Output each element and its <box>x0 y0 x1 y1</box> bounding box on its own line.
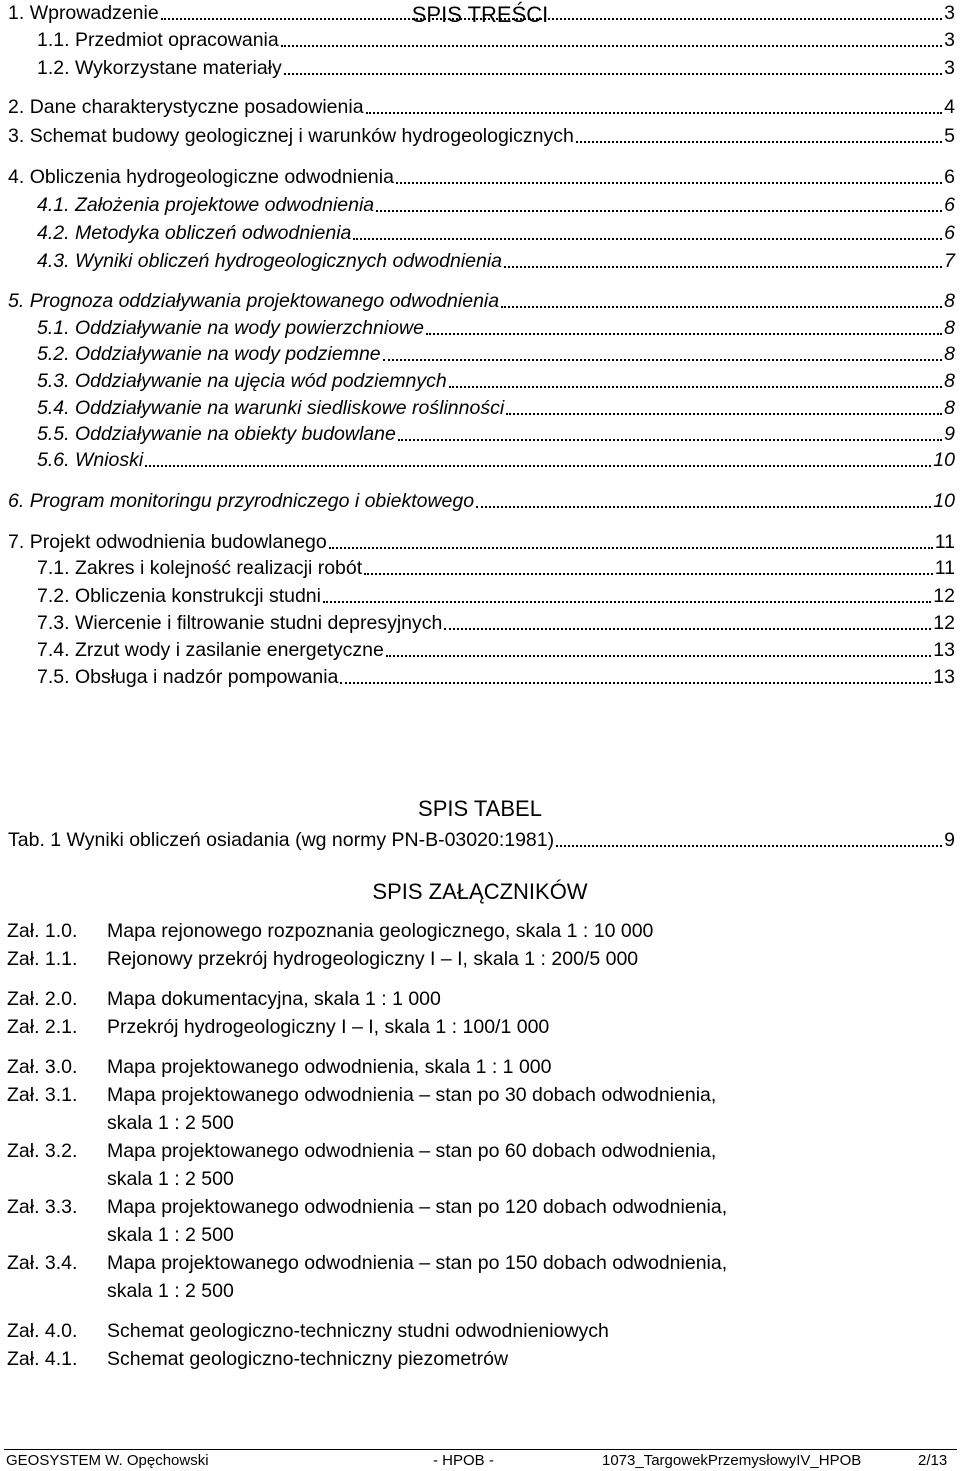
toc-entry-row[interactable] <box>37 395 955 421</box>
annex-description: Mapa projektowanego odwodnienia – stan po 120 dobach odwodnienia, <box>107 1196 728 1218</box>
toc-entry-page: 10 <box>933 490 955 512</box>
toc-entry-row[interactable] <box>37 27 955 53</box>
toc-entry-row[interactable] <box>37 637 955 663</box>
dot-leader <box>366 112 943 114</box>
toc-entry-number: 4.1. <box>37 194 70 216</box>
toc-entry-number: 1.1. <box>37 29 70 51</box>
annex-description: Mapa projektowanego odwodnienia – stan po 30 dobach odwodnienia, <box>107 1084 717 1106</box>
dot-leader <box>364 573 933 575</box>
toc-entry-number: 6. <box>8 490 25 512</box>
toc-entry-number: 7.1. <box>37 557 70 579</box>
toc-entry-row[interactable] <box>8 529 955 555</box>
annex-description: Schemat geologiczno-techniczny studni odwodnieniowych <box>107 1320 609 1342</box>
dot-leader <box>444 628 931 630</box>
toc-entry-number: 1. <box>8 2 25 24</box>
table-entry-page: 9 <box>944 829 955 851</box>
annex-description-continued: skala 1 : 2 500 <box>107 1112 234 1134</box>
dot-leader <box>501 306 942 308</box>
toc-entry-title: Metodyka obliczeń odwodnienia <box>74 222 352 244</box>
toc-entry-number: 7. <box>8 531 25 553</box>
dot-leader <box>323 601 931 603</box>
toc-entry-page: 9 <box>944 423 955 445</box>
dot-leader <box>145 465 931 467</box>
toc-entry-page: 8 <box>944 370 955 392</box>
annex-description: Przekrój hydrogeologiczny I – I, skala 1 : 100/1 000 <box>107 1016 550 1038</box>
toc-entry-page: 6 <box>944 166 955 188</box>
footer-doc-code: - HPOB - <box>433 1452 494 1469</box>
toc-entry-title: Obsługa i nadzór pompowania <box>74 666 339 688</box>
toc-entry-row[interactable] <box>37 55 955 81</box>
annex-description-continued: skala 1 : 2 500 <box>107 1280 234 1302</box>
toc-entry-title: Założenia projektowe odwodnienia <box>74 194 375 216</box>
toc-entry-number: 5.3. <box>37 370 70 392</box>
dot-leader <box>340 682 931 684</box>
toc-entry-page: 12 <box>933 585 955 607</box>
annex-description-continued: skala 1 : 2 500 <box>107 1224 234 1246</box>
toc-entry-title: Oddziaływanie na ujęcia wód podziemnych <box>74 370 447 392</box>
toc-entry-title: Wyniki obliczeń hydrogeologicznych odwodnienia <box>74 250 503 272</box>
toc-entry-number: 7.2. <box>37 585 70 607</box>
table-entry-row[interactable] <box>8 827 955 853</box>
toc-entry-title: Oddziaływanie na wody powierzchniowe <box>74 317 424 339</box>
annex-description-continued: skala 1 : 2 500 <box>107 1168 234 1190</box>
toc-entry-number: 5.2. <box>37 343 70 365</box>
toc-entry-title: Wprowadzenie <box>29 2 159 24</box>
toc-entry-number: 4. <box>8 166 25 188</box>
toc-entry-number: 5.6. <box>37 449 70 471</box>
dot-leader <box>284 73 942 75</box>
dot-leader <box>376 210 942 212</box>
annex-code: Zał. 4.0. <box>7 1320 78 1342</box>
dot-leader <box>353 238 942 240</box>
annex-description: Rejonowy przekrój hydrogeologiczny I – I, skala 1 : 200/5 000 <box>107 948 639 970</box>
toc-entry-page: 10 <box>933 449 955 471</box>
toc-entry-page: 8 <box>944 317 955 339</box>
toc-entry-title: Projekt odwodnienia budowlanego <box>29 531 327 553</box>
dot-leader <box>426 333 942 335</box>
toc-entry-title: Zrzut wody i zasilanie energetyczne <box>74 639 384 661</box>
toc-entry-title: Wykorzystane materiały <box>74 57 282 79</box>
toc-entry-row[interactable] <box>37 315 955 341</box>
annex-description: Mapa projektowanego odwodnienia, skala 1 : 1 000 <box>107 1056 552 1078</box>
toc-entry-number: 7.3. <box>37 612 70 634</box>
toc-entry-title: Oddziaływanie na warunki siedliskowe roślinności <box>74 397 505 419</box>
annex-description: Schemat geologiczno-techniczny piezometrów <box>107 1348 509 1370</box>
annex-description: Mapa rejonowego rozpoznania geologicznego, skala 1 : 10 000 <box>107 920 654 942</box>
toc-entry-page: 11 <box>934 557 955 579</box>
toc-entry-page: 13 <box>933 666 955 688</box>
toc-entry-page: 8 <box>944 397 955 419</box>
toc-entry-number: 4.2. <box>37 222 70 244</box>
dot-leader <box>383 359 943 361</box>
annex-code: Zał. 4.1. <box>7 1348 78 1370</box>
toc-entry-page: 4 <box>944 96 955 118</box>
dot-leader <box>449 386 942 388</box>
annex-code: Zał. 3.2. <box>7 1140 78 1162</box>
toc-entry-row[interactable] <box>37 583 955 609</box>
toc-entry-title: Wnioski <box>74 449 144 471</box>
annex-code: Zał. 2.1. <box>7 1016 78 1038</box>
toc-entry-page: 11 <box>934 531 955 553</box>
dot-leader <box>396 182 942 184</box>
footer-rule <box>4 1449 957 1450</box>
toc-entry-title: Zakres i kolejność realizacji robót <box>74 557 363 579</box>
dot-leader <box>476 506 931 508</box>
annex-code: Zał. 3.0. <box>7 1056 78 1078</box>
annex-code: Zał. 3.4. <box>7 1252 78 1274</box>
toc-entry-title: Oddziaływanie na obiekty budowlane <box>74 423 396 445</box>
dot-leader <box>281 45 942 47</box>
toc-entry-title: Obliczenia konstrukcji studni <box>74 585 321 607</box>
annex-description: Mapa dokumentacyjna, skala 1 : 1 000 <box>107 988 441 1010</box>
toc-entry-page: 3 <box>944 57 955 79</box>
footer-company: GEOSYSTEM W. Opęchowski <box>6 1452 209 1469</box>
toc-entry-page: 13 <box>933 639 955 661</box>
dot-leader <box>386 655 931 657</box>
dot-leader <box>329 547 933 549</box>
toc-entry-page: 5 <box>944 125 955 147</box>
annex-description: Mapa projektowanego odwodnienia – stan po 60 dobach odwodnienia, <box>107 1140 717 1162</box>
toc-entry-row[interactable] <box>37 664 955 690</box>
toc-entry-title: Program monitoringu przyrodniczego i obiektowego <box>29 490 475 512</box>
toc-entry-page: 6 <box>944 194 955 216</box>
toc-entry-page: 3 <box>944 29 955 51</box>
toc-entry-page: 8 <box>944 290 955 312</box>
table-entry-number: Tab. 1 <box>8 829 62 851</box>
toc-entry-number: 2. <box>8 96 25 118</box>
footer-page-number: 2/13 <box>918 1452 948 1469</box>
toc-entry-page: 12 <box>933 612 955 634</box>
toc-entry-row[interactable] <box>8 488 955 514</box>
toc-entry-row[interactable] <box>37 192 955 218</box>
toc-entry-row[interactable] <box>37 248 955 274</box>
toc-entry-title: Oddziaływanie na wody podziemne <box>74 343 381 365</box>
toc-entry-number: 5.5. <box>37 423 70 445</box>
toc-entry-row[interactable] <box>8 288 955 314</box>
toc-entry-page: 3 <box>944 2 955 24</box>
tables-list-title: SPIS TABEL <box>418 796 542 821</box>
annex-code: Zał. 1.0. <box>7 920 78 942</box>
dot-leader <box>556 845 942 847</box>
toc-entry-title: Przedmiot opracowania <box>74 29 279 51</box>
annex-list-title: SPIS ZAŁĄCZNIKÓW <box>372 879 588 904</box>
toc-entry-row[interactable] <box>37 341 955 367</box>
dot-leader <box>506 413 942 415</box>
toc-entry-number: 4.3. <box>37 250 70 272</box>
toc-entry-title: Obliczenia hydrogeologiczne odwodnienia <box>29 166 394 188</box>
toc-entry-number: 5. <box>8 290 25 312</box>
page-title: SPIS TREŚCI <box>411 2 549 27</box>
toc-entry-row[interactable] <box>37 220 955 246</box>
toc-entry-title: Prognoza oddziaływania projektowanego odwodnienia <box>29 290 500 312</box>
toc-entry-row[interactable] <box>37 421 955 447</box>
dot-leader <box>161 18 942 20</box>
dot-leader <box>576 141 942 143</box>
toc-entry-number: 7.5. <box>37 666 70 688</box>
dot-leader <box>398 439 942 441</box>
annex-code: Zał. 2.0. <box>7 988 78 1010</box>
toc-entry-number: 3. <box>8 125 25 147</box>
toc-entry-title: Schemat budowy geologicznej i warunków hydrogeologicznych <box>29 125 574 147</box>
toc-entry-row[interactable] <box>37 555 955 581</box>
toc-entry-row[interactable] <box>8 164 955 190</box>
toc-entry-row[interactable] <box>37 447 955 473</box>
table-entry-title: Wyniki obliczeń osiadania (wg normy PN-B-03020:1981) <box>66 829 555 851</box>
toc-entry-page: 7 <box>944 250 955 272</box>
toc-entry-number: 1.2. <box>37 57 70 79</box>
toc-entry-row[interactable] <box>37 610 955 636</box>
dot-leader <box>504 266 942 268</box>
annex-code: Zał. 3.3. <box>7 1196 78 1218</box>
toc-entry-number: 5.4. <box>37 397 70 419</box>
toc-entry-title: Dane charakterystyczne posadowienia <box>29 96 364 118</box>
toc-entry-number: 5.1. <box>37 317 70 339</box>
toc-entry-row[interactable] <box>8 94 955 120</box>
toc-entry-page: 6 <box>944 222 955 244</box>
footer-file-name: 1073_TargowekPrzemysłowyIV_HPOB <box>602 1452 862 1469</box>
annex-code: Zał. 1.1. <box>7 948 78 970</box>
toc-entry-row[interactable] <box>37 368 955 394</box>
toc-entry-page: 8 <box>944 343 955 365</box>
toc-entry-row[interactable] <box>8 0 955 26</box>
toc-entry-title: Wiercenie i filtrowanie studni depresyjnych <box>74 612 443 634</box>
annex-code: Zał. 3.1. <box>7 1084 78 1106</box>
toc-entry-number: 7.4. <box>37 639 70 661</box>
toc-entry-row[interactable] <box>8 123 955 149</box>
annex-description: Mapa projektowanego odwodnienia – stan po 150 dobach odwodnienia, <box>107 1252 728 1274</box>
